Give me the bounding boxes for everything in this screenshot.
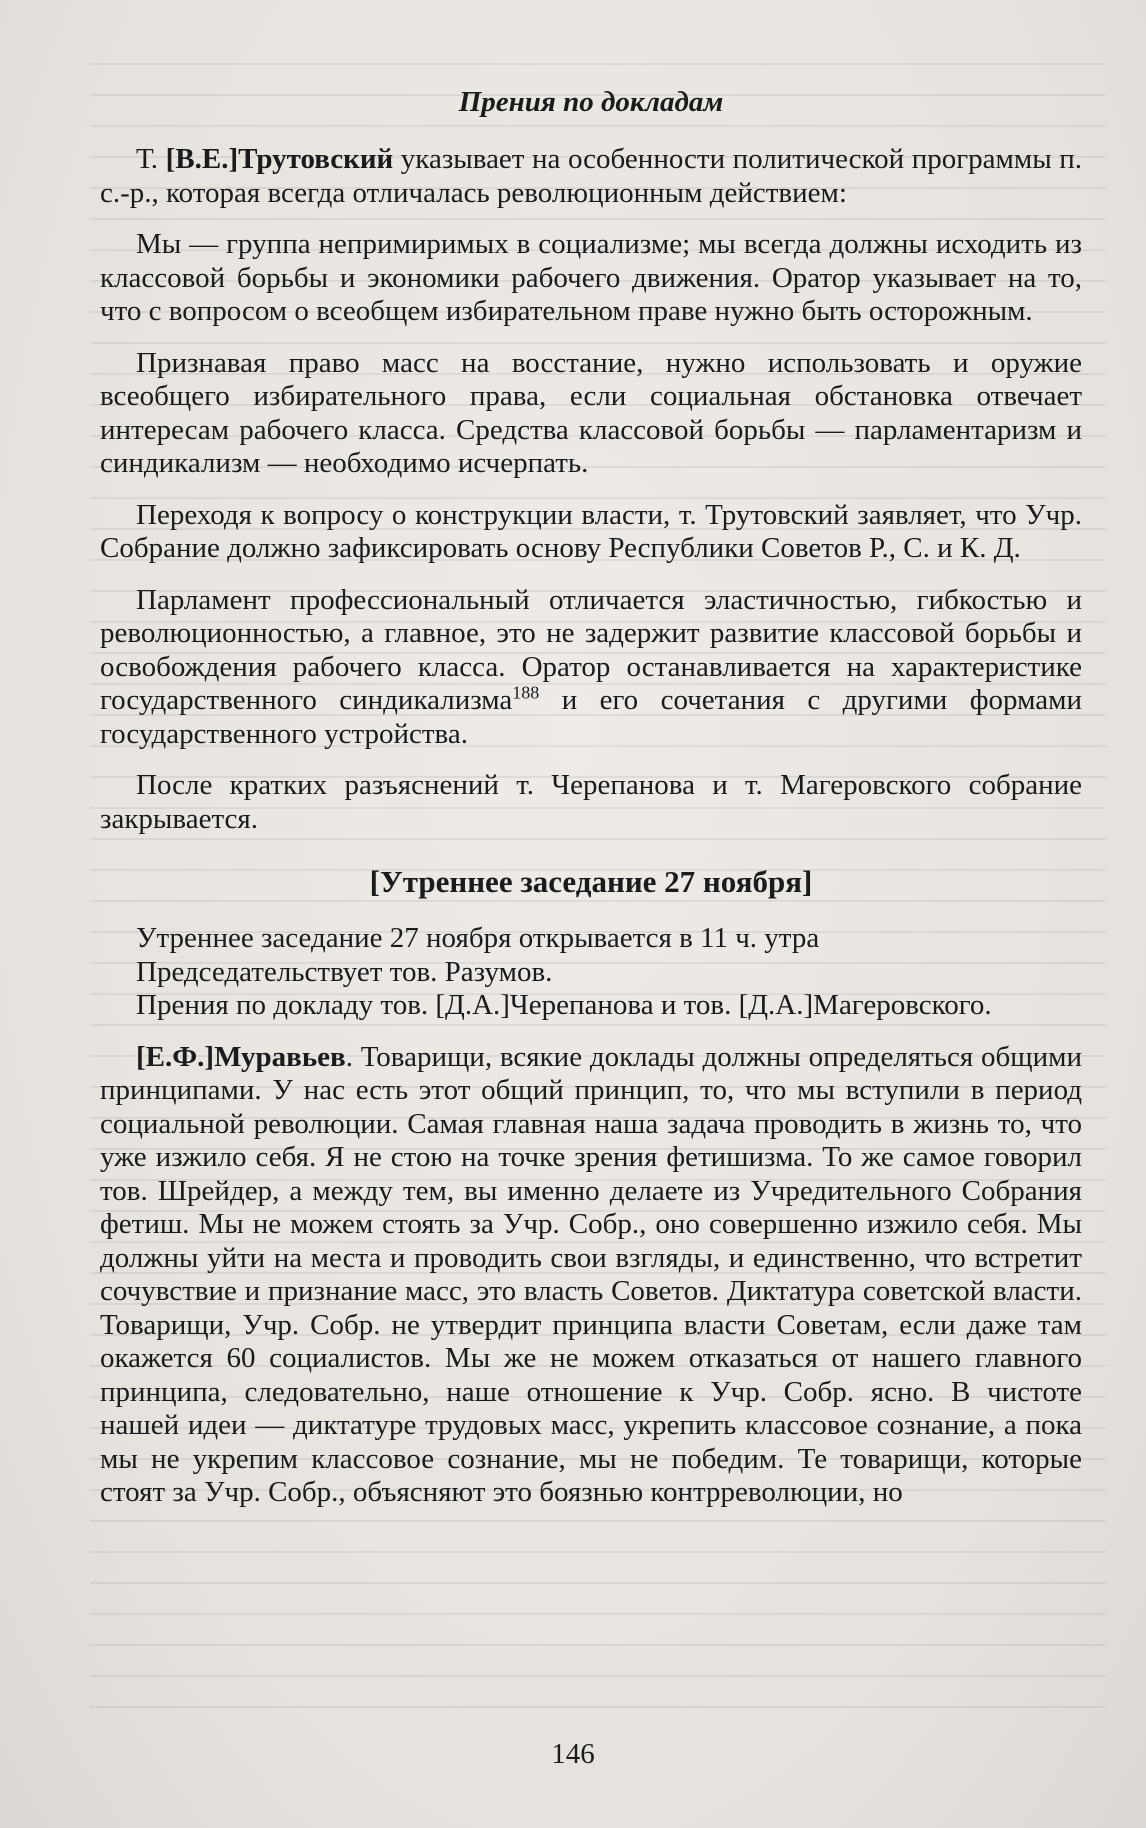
paragraph-parliament <box>100 584 1082 752</box>
footnote-marker: 188 <box>512 682 540 703</box>
speaker-name: [Е.Ф.]Муравьев <box>136 1040 346 1073</box>
paragraph-text: Парламент профессиональный отличается эластичностью, гибкостью и революционностью, а главное, это не задержит развитие классовой борьбы и освобождения рабочего класса. Оратор останавливается на характеристике государственного синдикализма <box>100 583 1082 716</box>
paragraph-closing: После кратких разъяснений т. Черепанова и т. Магеровского собрание закрывается. <box>100 769 1082 835</box>
session-heading: [Утреннее заседание 27 ноября] <box>369 864 813 899</box>
paragraph-power-construction: Переходя к вопросу о конструкции власти, т. Трутовский заявляет, что Учр. Собрание должно зафиксировать основу Республики Советов Р., С. и К. Д. <box>100 498 1082 564</box>
paragraph-uprising: Признавая право масс на восстание, нужно использовать и оружие всеобщего избирательного права, если социальная обстановка отвечает интересам рабочего класса. Средства классовой борьбы — парламентаризм и синдикализм — необходимо исчерпать. <box>100 346 1082 479</box>
speaker-name: [В.Е.]Трутовский <box>165 143 394 175</box>
paragraph-trutovsky-intro <box>100 143 1082 210</box>
paragraph-muravyev <box>100 1041 1082 1510</box>
page-number: 146 <box>551 1738 595 1770</box>
speaker-prefix: Т. <box>136 143 166 175</box>
paragraph-chairman: Председательствует тов. Разумов. <box>136 955 553 988</box>
paragraph-text: указывает на особенности политической программы п. с.-р., которая всегда отличалась революционным действием: <box>100 143 1082 209</box>
section-heading: Прения по докладам <box>458 86 724 118</box>
paragraph-debate-topic: Прения по докладу тов. [Д.А.]Черепанова и тов. [Д.А.]Магеровского. <box>136 989 992 1021</box>
paragraph-quote: Мы — группа непримиримых в социализме; мы всегда должны исходить из классовой борьбы и экономики рабочего движения. Оратор указывает на то, что с вопросом о всеобщем избирательном праве нужно быть осторожным. <box>100 228 1082 327</box>
paragraph-text-tail: и его сочетания с другими формами государственного устройства. <box>100 684 1082 750</box>
paragraph-text: . Товарищи, всякие доклады должны определяться общими принципами. У нас есть этот общий принцип, то, что мы вступили в период социальной революции. Самая главная наша задача проводить в жизнь то, что уже изжило себя. Я не стою на точке зрения фетишизма. То же самое говорил тов. Шрейдер, а между тем, вы именно делаете из Учредительного Собрания фетиш. Мы не можем стоять за Учр. Собр., оно совершенно изжило себя. Мы должны уйти на места и проводить свои взгляды, и единственно, что встретит сочувствие и признание масс, это власть Советов. Диктатура советской власти. Товарищи, Учр. Собр. не утвердит принципа власти Советам, если даже там окажется 60 социалистов. Мы же не можем отказаться от нашего главного принципа, следовательно, наше отношение к Учр. Собр. ясно. В чистоте нашей идеи — диктатуре трудовых масс, укрепить классовое сознание, а пока мы не укрепим классовое сознание, мы не победим. Те товарищи, которые стоят за Учр. Собр., объясняют это боязнью контрреволюции, но <box>100 1040 1082 1508</box>
paragraph-session-open: Утреннее заседание 27 ноября открывается в 11 ч. утра <box>136 922 820 954</box>
